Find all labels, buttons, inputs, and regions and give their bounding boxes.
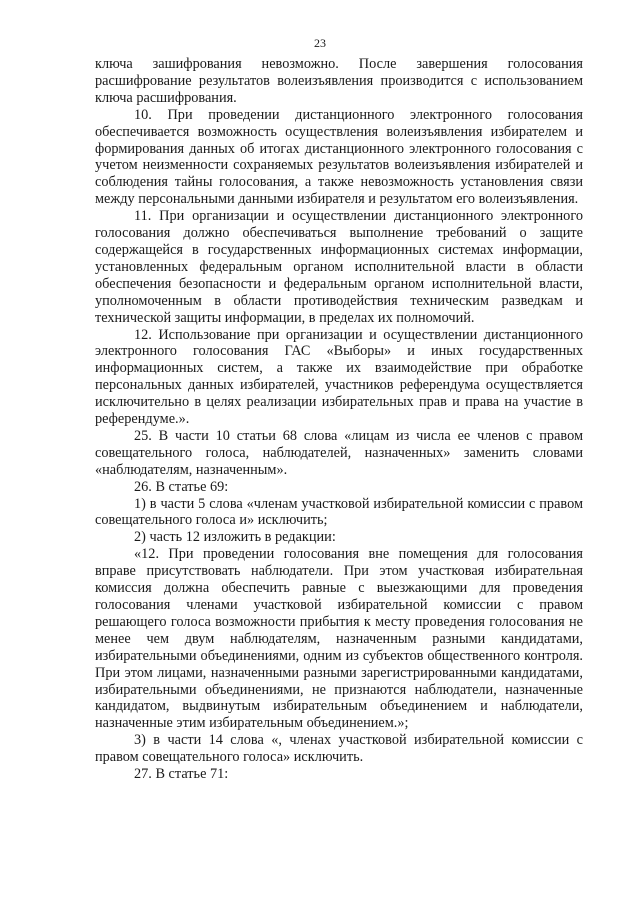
- paragraph-subitem-2: 2) часть 12 изложить в редакции:: [134, 529, 336, 546]
- paragraph-continuation: ключа зашифрования невозможно. После завершения голосования расшифрование результатов волеизъявления производится с использованием ключа расшифрования.: [95, 56, 583, 106]
- paragraph-item-27: 27. В статье 71:: [134, 766, 229, 783]
- paragraph-item-10: 10. При проведении дистанционного электронного голосования обеспечивается возможность осуществления волеизъявления избирателем и формирования данных об итогах дистанционного электронного голосования с учетом неизменности сохраняемых результатов волеизъявления избирателей и соблюдения тайны голосования, а также невозможность установления связи между персональными данными избирателя и результатом его волеизъявления.: [95, 106, 583, 208]
- paragraph-quoted-part-12: «12. При проведении голосования вне помещения для голосования вправе присутствовать наблюдатели. При этом участковая избирательная комиссия должна обеспечить равные с выезжающими для проведения голосования членами участковой избирательной комиссии с правом решающего голоса возможности прибытия к месту проведения голосования не менее чем двум наблюдателям, назначенным разными кандидатами, избирательными объединениями, одним из субъектов общественного контроля. При этом лицами, назначенными разными зарегистрированными кандидатами, избирательными объединениями, не признаются наблюдатели, назначенные кандидатом, выдвинутым избирательным объединением и наблюдатели, назначенные этим избирательным объединением.»;: [95, 546, 583, 732]
- document-body: [95, 56, 583, 783]
- page-number: 23: [314, 36, 326, 50]
- paragraph-item-26: 26. В статье 69:: [134, 478, 229, 495]
- paragraph-item-12: 12. Использование при организации и осуществлении дистанционного электронного голосования ГАС «Выборы» и иных государственных информационных систем, а также их взаимодействие при обработке персональных данных избирателей, участников референдума осуществляется исключительно в целях реализации избирательных прав и права на участие в референдуме.».: [95, 326, 583, 428]
- paragraph-subitem-3: 3) в части 14 слова «, членах участковой избирательной комиссии с правом совещательного голоса» исключить.: [95, 732, 583, 766]
- paragraph-item-25: 25. В части 10 статьи 68 слова «лицам из числа ее членов с правом совещательного голоса, наблюдателей, назначенных» заменить словами «наблюдателям, назначенным».: [95, 427, 583, 478]
- paragraph-subitem-1: 1) в части 5 слова «членам участковой избирательной комиссии с правом совещательного голоса и» исключить;: [95, 495, 583, 529]
- paragraph-item-11: 11. При организации и осуществлении дистанционного электронного голосования должно обеспечиваться выполнение требований о защите содержащейся в государственных информационных системах информации, установленных федеральным органом исполнительной власти в области обеспечения безопасности и федеральным органом исполнительной власти, уполномоченным в области противодействия техническим разведкам и технической защиты информации, в пределах их полномочий.: [95, 208, 583, 326]
